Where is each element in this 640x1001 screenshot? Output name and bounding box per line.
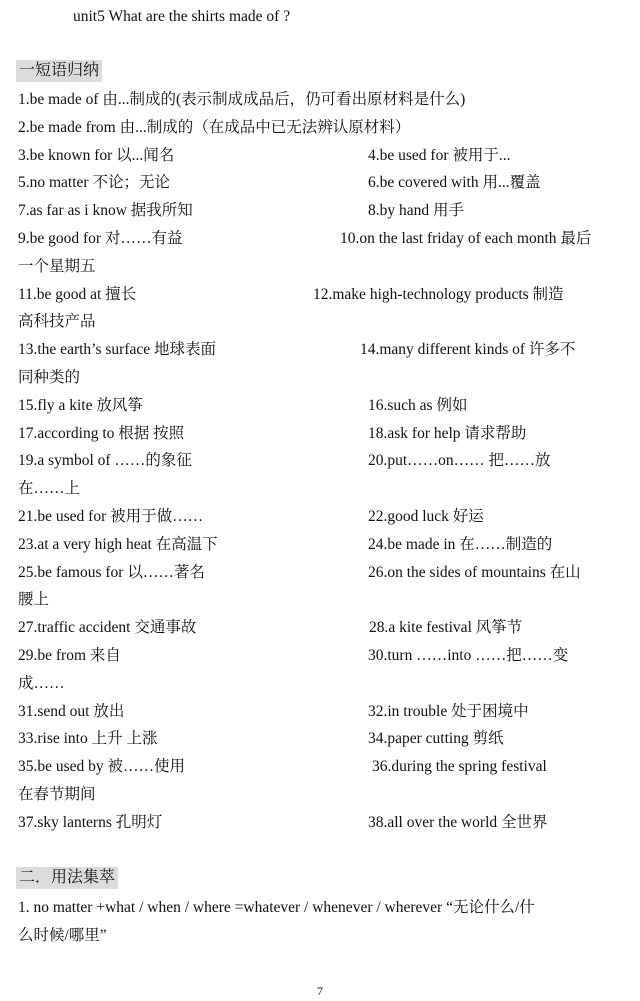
phrase-item: 16.such as 例如 (368, 397, 468, 414)
usage-line-1: 1. no matter +what / when / where =whatever / whenever / wherever “无论什么/什 (18, 899, 535, 916)
phrase-item: 18.ask for help 请求帮助 (368, 425, 527, 442)
phrase-item: 高科技产品 (18, 313, 96, 330)
phrase-item: 21.be used for 被用于做…… (18, 508, 204, 525)
phrase-item: 5.no matter 不论；无论 (18, 174, 170, 191)
phrase-item: 24.be made in 在……制造的 (368, 536, 553, 553)
section-heading-usage: 二．用法集萃 (16, 867, 118, 889)
phrase-item: 34.paper cutting 剪纸 (368, 730, 504, 747)
phrase-item: 7.as far as i know 据我所知 (18, 202, 193, 219)
phrase-item: 37.sky lanterns 孔明灯 (18, 814, 163, 831)
phrase-item: 3.be known for 以...闻名 (18, 147, 175, 164)
phrase-item: 一个星期五 (18, 258, 96, 275)
phrase-item: 25.be famous for 以……著名 (18, 564, 205, 581)
phrase-item: 在春节期间 (18, 786, 96, 803)
phrase-item: 8.by hand 用手 (368, 202, 465, 219)
phrase-item: 成…… (18, 675, 65, 692)
phrase-item: 同种类的 (18, 369, 81, 386)
page-number: 7 (317, 984, 323, 998)
phrase-item: 30.turn ……into ……把……变 (368, 647, 569, 664)
usage-line-2: 么时候/哪里” (18, 927, 107, 944)
phrase-item: 15.fly a kite 放风筝 (18, 397, 143, 414)
phrase-item: 22.good luck 好运 (368, 508, 484, 525)
phrase-item: 20.put……on…… 把……放 (368, 452, 551, 469)
phrase-item: 38.all over the world 全世界 (368, 814, 548, 831)
phrase-item: 26.on the sides of mountains 在山 (368, 564, 581, 581)
phrase-item: 27.traffic accident 交通事故 (18, 619, 197, 636)
phrase-item: 19.a symbol of ……的象征 (18, 452, 192, 469)
phrase-item: 17.according to 根据 按照 (18, 425, 185, 442)
phrase-item: 11.be good at 擅长 (18, 286, 137, 303)
phrase-item: 12.make high-technology products 制造 (313, 286, 564, 303)
phrase-item: 10.on the last friday of each month 最后 (340, 230, 592, 247)
phrase-item: 在……上 (18, 480, 81, 497)
phrase-item: 36.during the spring festival (372, 758, 547, 775)
phrase-item: 腰上 (18, 591, 50, 608)
phrase-item: 14.many different kinds of 许多不 (360, 341, 576, 358)
unit-title: unit5 What are the shirts made of ? (73, 8, 291, 25)
section-heading-phrases: 一短语归纳 (16, 60, 102, 82)
phrase-item: 23.at a very high heat 在高温下 (18, 536, 218, 553)
phrase-item: 2.be made from 由...制成的（在成品中已无法辨认原材料） (18, 119, 411, 136)
phrase-item: 9.be good for 对……有益 (18, 230, 183, 247)
phrase-item: 28.a kite festival 风筝节 (369, 619, 523, 636)
phrase-item: 1.be made of 由...制成的(表示制成成品后，仍可看出原材料是什么) (18, 91, 466, 108)
phrase-item: 4.be used for 被用于... (368, 147, 511, 164)
phrase-item: 29.be from 来自 (18, 647, 121, 664)
phrase-item: 35.be used by 被……使用 (18, 758, 186, 775)
phrase-item: 33.rise into 上升 上涨 (18, 730, 158, 747)
phrase-item: 31.send out 放出 (18, 703, 125, 720)
phrase-item: 6.be covered with 用...覆盖 (368, 174, 541, 191)
phrase-item: 13.the earth’s surface 地球表面 (18, 341, 216, 358)
phrase-item: 32.in trouble 处于困境中 (368, 703, 529, 720)
